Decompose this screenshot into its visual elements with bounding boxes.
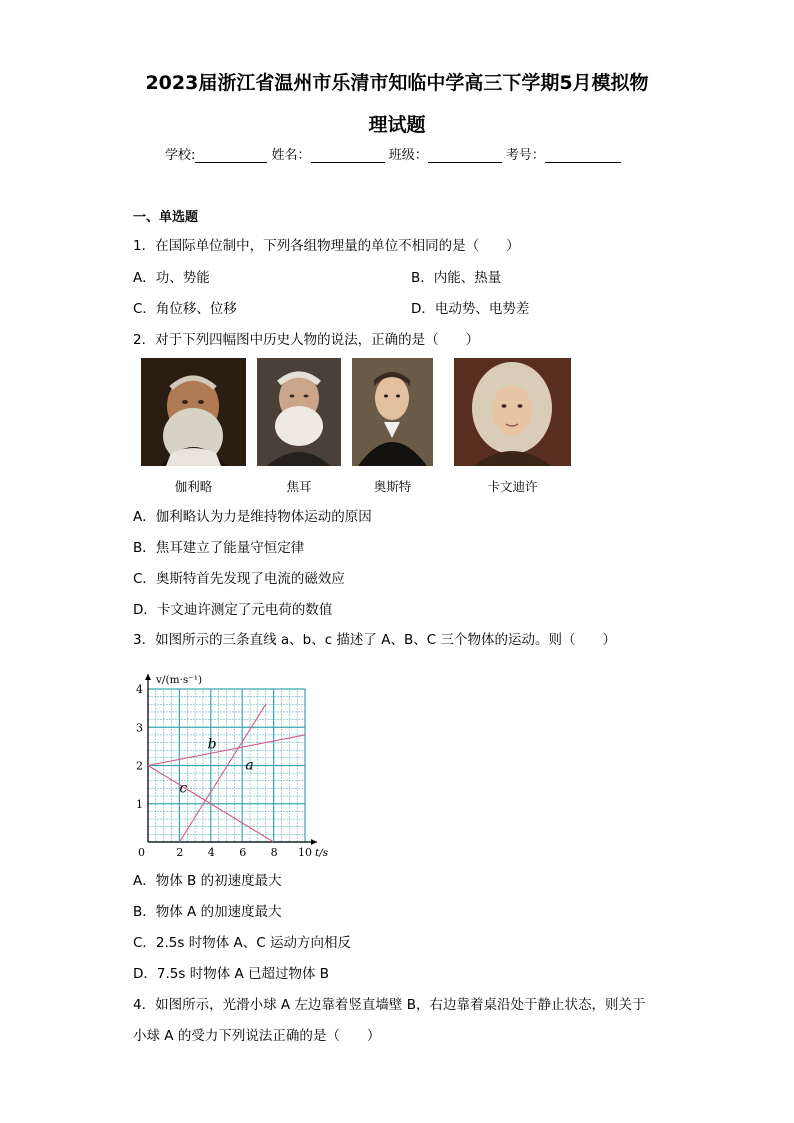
q3-option-b[interactable]: B．物体 A 的加速度最大 [133,904,282,920]
y-tick-label: 2 [136,759,143,773]
caption-galileo: 伽利略 [174,479,213,494]
q2-option-c[interactable]: C．奥斯特首先发现了电流的磁效应 [133,571,345,587]
x-tick-label: 6 [239,846,247,859]
section-heading: 一、单选题 [133,210,199,225]
q2-option-a[interactable]: A．伽利略认为力是维持物体运动的原因 [133,509,372,525]
y-axis-arrow [145,674,151,680]
q1-option-b[interactable]: B．内能、热量 [411,270,502,286]
cavendish-portrait [454,358,571,466]
joule-portrait [257,358,341,466]
q3-option-d[interactable]: D．7.5s 时物体 A 已超过物体 B [133,966,330,982]
id-blank[interactable] [545,148,621,163]
q1-stem: 1．在国际单位制中，下列各组物理量的单位不相同的是（ ） [133,238,520,254]
q1-option-a[interactable]: A．功、势能 [133,270,210,286]
q3-option-a[interactable]: A．物体 B 的初速度最大 [133,873,282,889]
q1-option-c[interactable]: C．角位移、位移 [133,301,237,317]
q3-option-c[interactable]: C．2.5s 时物体 A、C 运动方向相反 [133,935,351,951]
exam-title-line2: 理试题 [368,114,426,136]
x-tick-label: 2 [176,846,184,859]
q1-option-d[interactable]: D．电动势、电势差 [411,301,530,317]
velocity-time-chart [128,655,348,860]
y-axis-label: v/(m·s⁻¹) [156,674,203,686]
caption-joule: 焦耳 [286,479,312,494]
series-label-c: c [179,780,188,797]
caption-oersted: 奥斯特 [373,479,412,494]
y-tick-label: 1 [136,797,143,811]
y-tick-label: 3 [136,721,143,735]
caption-cavendish: 卡文迪许 [487,479,538,494]
q4-stem-line2: 小球 A 的受力下列说法正确的是（ ） [133,1028,381,1044]
school-blank[interactable] [195,148,267,163]
class-blank[interactable] [428,148,502,163]
oersted-portrait [352,358,433,466]
q4-stem-line1: 4．如图所示，光滑小球 A 左边靠着竖直墙壁 B，右边靠着桌沿处于静止状态，则关于 [133,997,646,1013]
galileo-portrait [141,358,246,466]
y-tick-label: 4 [136,683,143,696]
x-tick-label: 8 [270,846,278,859]
name-blank[interactable] [311,148,385,163]
exam-title-line1: 2023届浙江省温州市乐清市知临中学高三下学期5月模拟物 [145,72,649,94]
q2-option-d[interactable]: D．卡文迪许测定了元电荷的数值 [133,602,333,618]
x-tick-label: 0 [138,846,145,859]
x-axis-arrow [311,839,317,845]
school-label: 学校: [165,148,196,163]
series-label-a: a [245,757,254,774]
q2-stem: 2．对于下列四幅图中历史人物的说法，正确的是（ ） [133,332,480,348]
name-label: 姓名： [271,148,311,163]
class-label: 班级： [388,148,428,163]
q3-stem: 3．如图所示的三条直线 a、b、c 描述了 A、B、C 三个物体的运动。则（ ） [133,632,616,648]
id-label: 考号： [505,148,545,163]
chart-labels [136,674,329,859]
x-axis-label: t/s [315,847,329,859]
x-tick-label: 4 [207,846,215,859]
x-tick-label: 10 [298,846,312,859]
series-label-b: b [207,736,217,753]
chart-grid [148,689,305,842]
q2-option-b[interactable]: B．焦耳建立了能量守恒定律 [133,540,305,556]
student-info-row [165,144,621,163]
